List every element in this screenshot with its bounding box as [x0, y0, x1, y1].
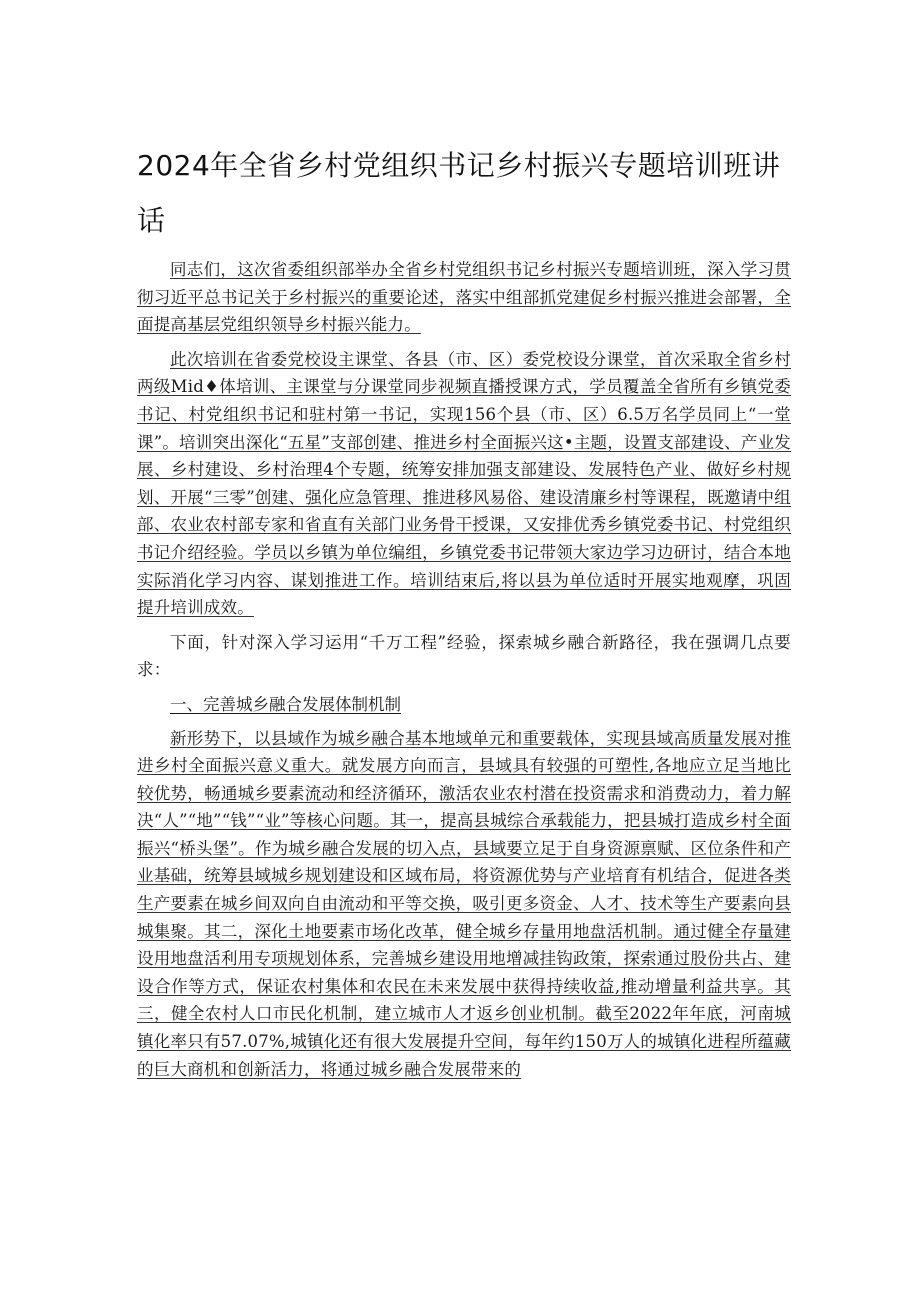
paragraph-requirements-intro: 下面，针对深入学习运用“千万工程”经验，探索城乡融合新路径，我在强调几点要求： — [137, 632, 791, 680]
paragraph-section-1-body: 新形势下，以县域作为城乡融合基本地域单元和重要载体，实现县域高质量发展对推进乡村全面振兴意义重大。就发展方向而言，县域具有较强的可塑性,各地应立足当地比较优势，畅通城乡要素流动和经济循环，激活农业农村潜在投资需求和消费动力，着力解决“人”“地”“钱”“业”等核心问题。其一，提高县城综合承载能力，把县城打造成乡村全面振兴“桥头堡”。作为城乡融合发展的切入点，县域要立足于自身资源禀赋、区位条件和产业基础，统筹县域城乡规划建设和区域布局，将资源优势与产业培育有机结合，促进各类生产要素在城乡间双向自由流动和平等交换，吸引更多资金、人才、技术等生产要素向县城集聚。其二，深化土地要素市场化改革，健全城乡存量用地盘活机制。通过健全存量建设用地盘活利用专项规划体系，完善城乡建设用地增减挂钩政策，探索通过股份共占、建设合作等方式，保证农村集体和农民在未来发展中获得持续收益,推动增量利益共享。其三，健全农村人口市民化机制，建立城市人才返乡创业机制。截至2022年年底，河南城镇化率只有57.07%,城镇化还有很大发展提升空间，每年约150万人的城镇化进程所蕴藏的巨大商机和创新活力，将通过城乡融合发展带来的 — [137, 728, 791, 1079]
paragraph-training-overview: 此次培训在省委党校设主课堂、各县（市、区）委党校设分课堂，首次采取全省乡村两级Mid♦体培训、主课堂与分课堂同步视频直播授课方式，学员覆盖全省所有乡镇党委书记、村党组织书记和驻村第一书记，实现156个县（市、区）6.5万名学员同上“一堂课”。培训突出深化“五星”支部创建、推进乡村全面振兴这•主题，设置支部建设、产业发展、乡村建设、乡村治理4个专题，统筹安排加强支部建设、发展特色产业、做好乡村规划、开展“三零”创建、强化应急管理、推进移风易俗、建设清廉乡村等课程，既邀请中组部、农业农村部专家和省直有关部门业务骨干授课，又安排优秀乡镇党委书记、村党组织书记介绍经验。学员以乡镇为单位编组，乡镇党委书记带领大家边学习边研讨，结合本地实际消化学习内容、谋划推进工作。培训结束后,将以县为单位适时开展实地观摩，巩固提升培训成效。 — [137, 349, 791, 618]
paragraph-opening: 同志们，这次省委组织部举办全省乡村党组织书记乡村振兴专题培训班，深入学习贯彻习近平总书记关于乡村振兴的重要论述，落实中组部抓党建促乡村振兴推进会部署，全面提高基层党组织领导乡村振兴能力。 — [137, 260, 791, 335]
document-title: 2024年全省乡村党组织书记乡村振兴专题培训班讲话 — [137, 149, 781, 237]
document-body — [137, 256, 791, 1090]
section-heading-1: 一、完善城乡融合发展体制机制 — [170, 694, 401, 714]
